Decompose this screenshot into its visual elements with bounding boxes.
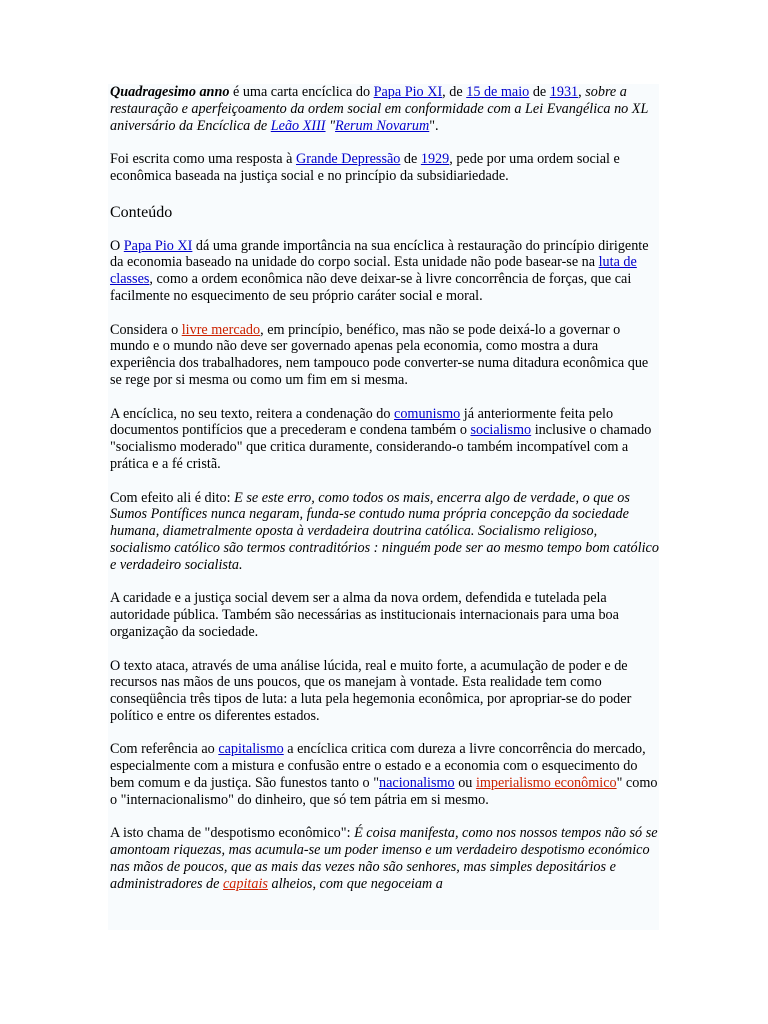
text: É coisa manifesta, como nos nossos tempos não só se amontoam riquezas, mas acumula-se um poder imenso e um verdadeiro despotismo económico nas mãos de poucos, que as mais das vezes não são senhores, mas simples depositários e administradores de — [110, 825, 658, 892]
link-15-de-maio[interactable]: 15 de maio — [466, 84, 530, 100]
link-1929[interactable]: 1929 — [420, 151, 450, 168]
link-livre-mercado[interactable]: livre mercado — [181, 321, 261, 338]
text: Foi escrita como uma resposta à — [110, 151, 296, 168]
text: de — [400, 151, 421, 168]
content-paragraph-5: A caridade e a justiça social devem ser a alma da nova ordem, defendida e tutelada pela autoridade pública. Também são necessárias as institucionais internacionais para uma boa organização da sociedade. — [110, 590, 619, 640]
content-paragraph-1 — [110, 238, 659, 305]
link-comunismo[interactable]: comunismo — [394, 405, 461, 422]
text: a encíclica critica com dureza a livre concorrência do mercado, especialmente com a mistura e confusão entre o estado e a economia com o esquecimento do bem comum e da justiça. São funestos tanto o " — [110, 741, 646, 792]
text: , pede por uma ordem social e econômica baseada na justiça social e no princípio da subsidiariedade. — [110, 151, 620, 184]
content-paragraph-6: O texto ataca, através de uma análise lúcida, real e muito forte, a acumulação de poder e de recursos nas mãos de uns poucos, que os manejam à vontade. Esta realidade tem como conseqüência três tipos de luta: a luta pela hegemonia econômica, por apropriar-se do poder político e entre os diferentes estados. — [110, 657, 632, 724]
link-capitais[interactable]: capitais — [222, 875, 268, 892]
text: ". — [429, 117, 439, 134]
content-paragraph-8 — [110, 825, 659, 892]
text: é uma carta encíclica do — [229, 84, 374, 100]
text: de — [529, 84, 550, 100]
link-leao-xiii[interactable]: Leão XIII — [270, 117, 326, 134]
text: dá uma grande importância na sua encíclica à restauração do princípio dirigente da economia baseado na unidade do corpo social. Esta unidade não pode basear-se na — [110, 237, 649, 271]
content-paragraph-3 — [110, 406, 659, 473]
text: inclusive o chamado "socialismo moderado" que critica duramente, considerando-o também incompatível com a prática e a fé cristã. — [110, 422, 652, 472]
link-nacionalismo[interactable]: nacionalismo — [379, 775, 455, 792]
link-grande-depressao[interactable]: Grande Depressão — [295, 151, 401, 168]
content-paragraph-2 — [110, 322, 659, 389]
article-title: Quadragesimo anno — [110, 84, 230, 100]
text: , em princípio, benéfico, mas não se pode deixá-lo a governar o mundo e o mundo não deve ser governado apenas pela economia, como mostra a dura experiência dos trabalhadores, nem tampouco pode converter-se numa ditadura econômica que se rege por si mesma ou como um fim em si mesma. — [110, 321, 649, 388]
text: Com efeito ali é dito: — [110, 489, 235, 506]
text: , — [578, 84, 586, 100]
text: , de — [442, 84, 467, 100]
content-paragraph-7 — [110, 741, 659, 808]
text: A isto chama de "despotismo econômico": — [110, 825, 355, 842]
link-papa-pio-xi[interactable]: Papa Pio XI — [373, 84, 443, 100]
text: A encíclica, no seu texto, reitera a condenação do — [110, 405, 395, 422]
intro-paragraph — [110, 84, 659, 134]
text: já anteriormente feita pelo documentos pontifícios que a precederam e condena também o — [110, 405, 614, 439]
section-heading: Conteúdo — [110, 203, 173, 221]
link-imperialismo-economico[interactable]: imperialismo econômico — [475, 775, 617, 792]
link-luta-de-classes[interactable]: luta de classes — [110, 254, 637, 288]
quote-text: E se este erro, como todos os mais, encerra algo de verdade, o que os Sumos Pontífices nunca negaram, funda-se contudo numa própria concepção da sociedade humana, diametralmente oposta à verdadeira doutrina católica. Socialismo religioso, socialismo católico são termos contraditórios : ninguém pode ser ao mesmo tempo bom católico e verdadeiro socialista. — [110, 489, 659, 573]
link-capitalismo[interactable]: capitalismo — [218, 741, 284, 758]
context-paragraph — [110, 151, 659, 185]
text: ou — [454, 775, 476, 792]
link-socialismo[interactable]: socialismo — [470, 422, 532, 439]
link-papa-pio-xi-2[interactable]: Papa Pio XI — [123, 237, 193, 254]
content-paragraph-4 — [110, 490, 659, 574]
document-page — [108, 84, 659, 930]
text: , como a ordem econômica não deve deixar-se à livre concorrência de forças, que cai facilmente no esquecimento de seu próprio caráter social e moral. — [110, 271, 632, 304]
article-body — [108, 84, 659, 893]
text: alheios, com que negoceiam a — [267, 875, 443, 892]
text: " como o "internacionalismo" do dinheiro, que só tem pátria em si mesmo. — [110, 775, 658, 808]
text: Considera o — [110, 321, 182, 338]
text: " — [325, 117, 336, 134]
link-rerum-novarum[interactable]: Rerum Novarum — [335, 117, 430, 134]
text: sobre a restauração e aperfeiçoamento da ordem social em conformidade com a Lei Evangélica no XL aniversário da Encíclica de — [110, 84, 649, 134]
link-1931[interactable]: 1931 — [549, 84, 579, 100]
text: Com referência ao — [110, 741, 219, 758]
text: O — [110, 237, 124, 254]
